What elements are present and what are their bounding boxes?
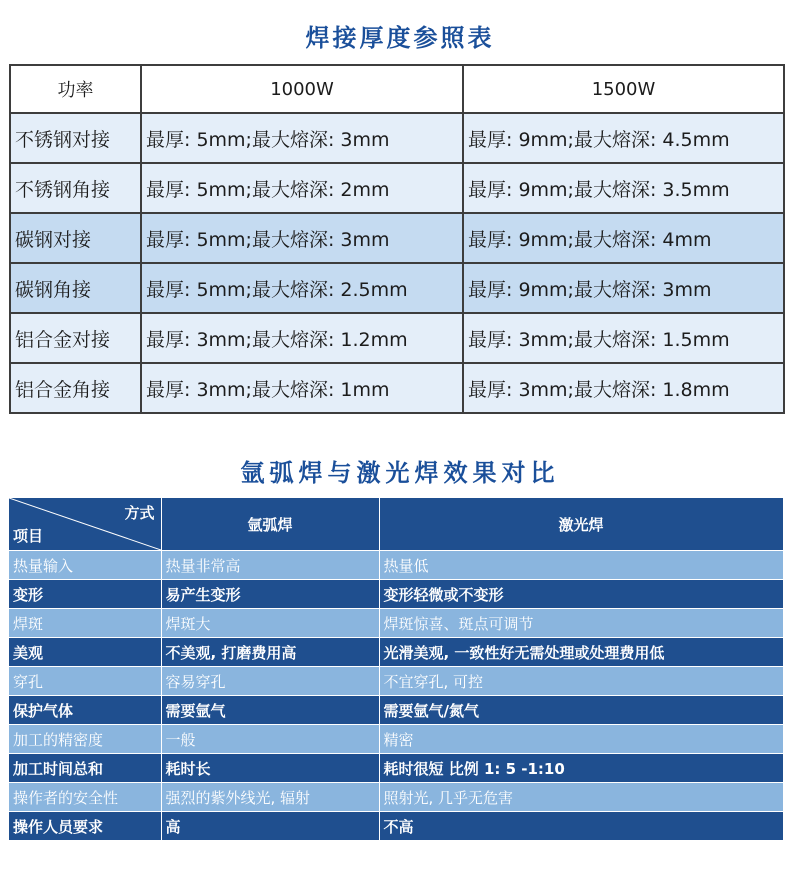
cell-laser: 变形轻微或不变形: [379, 580, 783, 609]
cell-laser: 焊斑惊喜、斑点可调节: [379, 609, 783, 638]
table-row: [9, 609, 783, 638]
row-label: 变形: [9, 580, 161, 609]
cell-1000w: 最厚: 5mm;最大熔深: 2mm: [141, 163, 463, 213]
cell-argon: 需要氩气: [161, 696, 379, 725]
header-laser-welding: 激光焊: [379, 498, 783, 551]
cell-1500w: 最厚: 9mm;最大熔深: 4.5mm: [463, 113, 784, 163]
cell-1000w: 最厚: 5mm;最大熔深: 3mm: [141, 213, 463, 263]
cell-laser: 需要氩气/氮气: [379, 696, 783, 725]
thickness-table-title: 焊接厚度参照表: [305, 24, 495, 52]
cell-1000w: 最厚: 5mm;最大熔深: 3mm: [141, 113, 463, 163]
table-row: [9, 638, 783, 667]
row-label: 不锈钢角接: [10, 163, 141, 213]
cell-1500w: 最厚: 3mm;最大熔深: 1.5mm: [463, 313, 784, 363]
header-1000w: 1000W: [141, 65, 463, 113]
table-row: [9, 783, 783, 812]
table-row: [9, 580, 783, 609]
cell-laser: 热量低: [379, 551, 783, 580]
cell-laser: 照射光, 几乎无危害: [379, 783, 783, 812]
cell-argon: 焊斑大: [161, 609, 379, 638]
table-row: [9, 812, 783, 841]
cell-argon: 不美观, 打磨费用高: [161, 638, 379, 667]
table-row: [10, 313, 784, 363]
cell-1000w: 最厚: 3mm;最大熔深: 1.2mm: [141, 313, 463, 363]
cell-argon: 耗时长: [161, 754, 379, 783]
header-power: 功率: [10, 65, 141, 113]
cell-argon: 高: [161, 812, 379, 841]
row-label: 保护气体: [9, 696, 161, 725]
row-label: 穿孔: [9, 667, 161, 696]
row-label: 加工的精密度: [9, 725, 161, 754]
table-row: [9, 754, 783, 783]
cell-argon: 容易穿孔: [161, 667, 379, 696]
cell-1500w: 最厚: 9mm;最大熔深: 3mm: [463, 263, 784, 313]
cell-argon: 易产生变形: [161, 580, 379, 609]
table-row: [10, 213, 784, 263]
row-label: 碳钢角接: [10, 263, 141, 313]
row-label: 加工时间总和: [9, 754, 161, 783]
cell-1000w: 最厚: 5mm;最大熔深: 2.5mm: [141, 263, 463, 313]
header-1500w: 1500W: [463, 65, 784, 113]
welding-comparison-table: [9, 498, 784, 841]
row-label: 美观: [9, 638, 161, 667]
cell-laser: 不宜穿孔, 可控: [379, 667, 783, 696]
table-row: [9, 667, 783, 696]
table-header-row: [9, 498, 783, 551]
table-row: [10, 163, 784, 213]
cell-laser: 精密: [379, 725, 783, 754]
cell-laser: 光滑美观, 一致性好无需处理或处理费用低: [379, 638, 783, 667]
cell-laser: 耗时很短 比例 1: 5 -1:10: [379, 754, 783, 783]
row-label: 铝合金对接: [10, 313, 141, 363]
row-label: 焊斑: [9, 609, 161, 638]
table-row: [9, 696, 783, 725]
cell-1000w: 最厚: 3mm;最大熔深: 1mm: [141, 363, 463, 413]
cell-1500w: 最厚: 3mm;最大熔深: 1.8mm: [463, 363, 784, 413]
cell-argon: 一般: [161, 725, 379, 754]
corner-label-item: 项目: [13, 527, 44, 545]
row-label: 热量输入: [9, 551, 161, 580]
table-row: [10, 113, 784, 163]
table-row: [10, 263, 784, 313]
table-row: [10, 363, 784, 413]
row-label: 操作人员要求: [9, 812, 161, 841]
cell-1500w: 最厚: 9mm;最大熔深: 4mm: [463, 213, 784, 263]
cell-1500w: 最厚: 9mm;最大熔深: 3.5mm: [463, 163, 784, 213]
row-label: 不锈钢对接: [10, 113, 141, 163]
table-row: [9, 551, 783, 580]
comparison-table-title: 氩弧焊与激光焊效果对比: [240, 459, 560, 487]
row-label: 碳钢对接: [10, 213, 141, 263]
header-argon-welding: 氩弧焊: [161, 498, 379, 551]
row-label: 操作者的安全性: [9, 783, 161, 812]
thickness-reference-table: [9, 64, 785, 414]
corner-label-method: 方式: [124, 504, 155, 522]
cell-laser: 不高: [379, 812, 783, 841]
cell-argon: 强烈的紫外线光, 辐射: [161, 783, 379, 812]
table-header-row: [10, 65, 784, 113]
corner-header-cell: [9, 498, 161, 551]
row-label: 铝合金角接: [10, 363, 141, 413]
cell-argon: 热量非常高: [161, 551, 379, 580]
table-row: [9, 725, 783, 754]
